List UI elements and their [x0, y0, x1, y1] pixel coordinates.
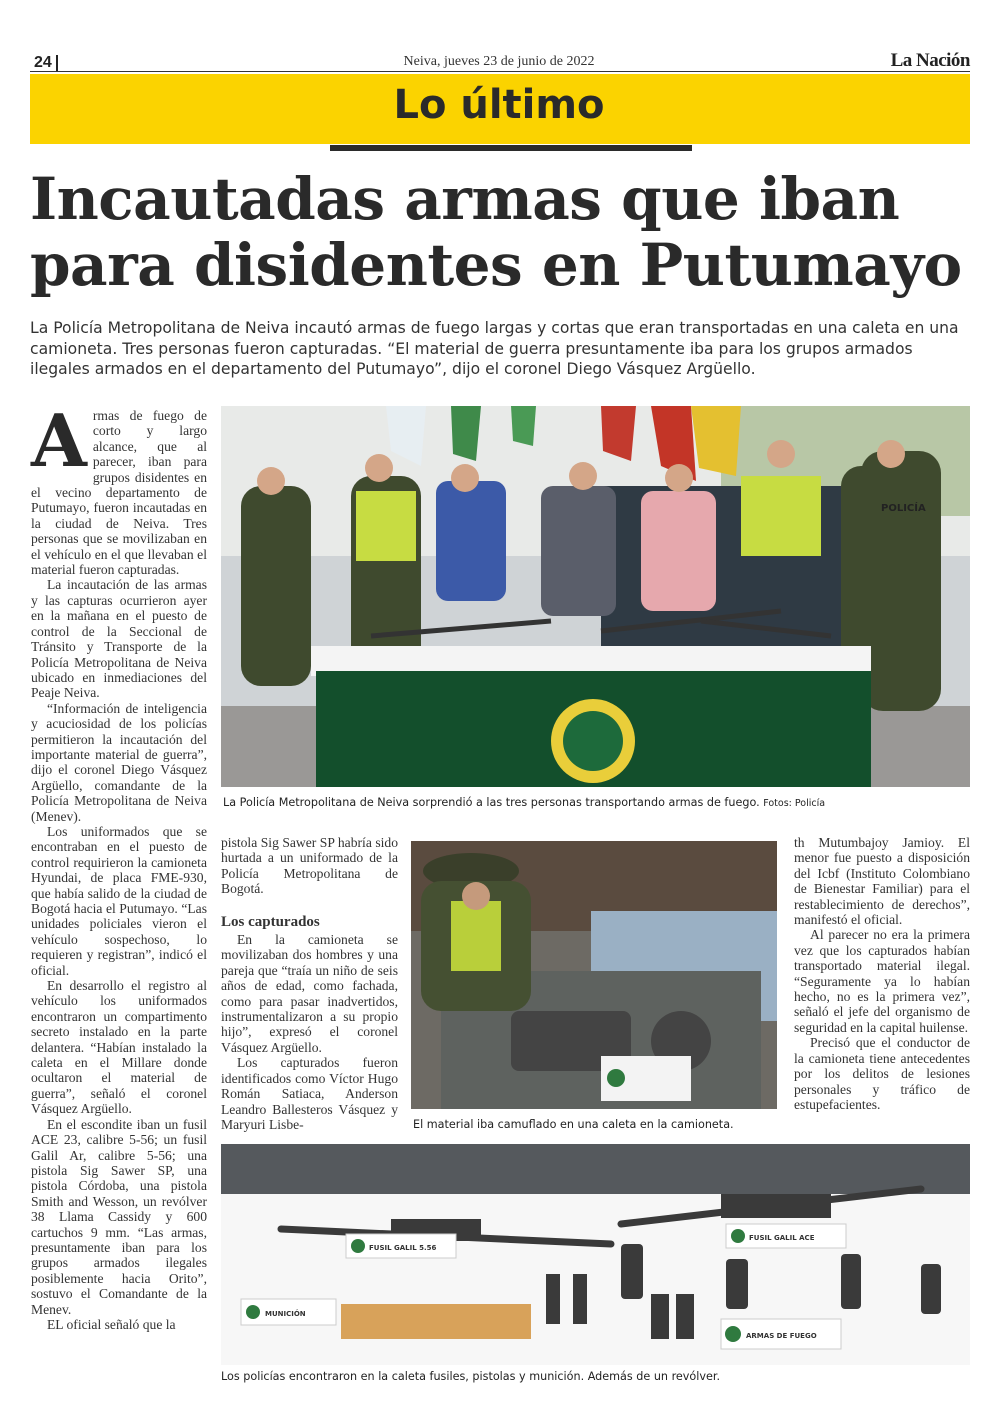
paragraph: Los uniformados que se encontraban en el puesto de control requirieron la camioneta Hyundai, de placa FME-930, que había salido de la ciudad de Bogotá hacia el Putumayo. “Las unidades policiales vieron el vehículo sospechoso, lo requieren y registran”, indicó el oficial.: [31, 823, 207, 978]
paragraph: En la camioneta se movilizaban dos hombres y una pareja que “traía un niño de seis años de edad, como fachada, como para pasar inadvertidos, instrumentalizaron a su propio hijo”, expresó el coronel Vásquez Argüello.: [221, 932, 398, 1055]
article-column-1: [31, 398, 207, 1332]
caption-bottom-photo: Los policías encontraron en la caleta fusiles, pistolas y munición. Además de un revólver.: [221, 1370, 721, 1383]
section-underline: [330, 145, 692, 151]
paragraph: rmas de fuego de corto y largo alcance, que al parecer, iban para grupos disidentes en el vecino departamento de Putumayo, fueron incautadas en la ciudad de Neiva. Tres personas que se movilizaban en el vehículo en el que llevaban el material fueron capturadas.: [31, 408, 207, 578]
article-column-2: [221, 835, 398, 1132]
label-ace: FUSIL GALIL ACE: [749, 1234, 815, 1242]
caption-engine-photo: El material iba camuflado en una caleta en la camioneta.: [413, 1118, 734, 1131]
paragraph: Al parecer no era la primera vez que los capturados habían transportado material ilegal. “Seguramente ya lo habían hecho, no es la primera vez”, señaló el jefe del organismo de seguridad en la capital huilense.: [794, 927, 970, 1035]
label-municion: MUNICIÓN: [265, 1310, 306, 1318]
caption-text: La Policía Metropolitana de Neiva sorprendió a las tres personas transportando armas de fuego.: [223, 796, 760, 809]
paragraph: “Información de inteligencia y acuciosidad de los policías permitieron la incautación del importante material de guerra”, dijo el coronel Diego Vásquez Argüello, comandante de la Policía Metropolitana de Neiva (Menev).: [31, 700, 207, 824]
vest-label: POLICÍA: [881, 503, 926, 514]
photo-main-press-conference: [221, 406, 970, 787]
paragraph: En desarrollo el registro al vehículo los uniformados encontraron un compartimento secreto instalado en la parte delantera. “Habían instalado la caleta en el Millare donde ocultaron el material de guerra”, señaló el coronel Vásquez Argüello.: [31, 978, 207, 1117]
page-number: 24: [34, 54, 52, 71]
label-galil: FUSIL GALIL 5.56: [369, 1244, 437, 1252]
paragraph: En el escondite iban un fusil ACE 23, calibre 5-56; un fusil Galil Ar, calibre 5-56; una pistola Sig Sawer SP, una pistola Córdoba, una pistola Smith and Wesson, un revólver 38 Llama Cassidy y 600 cartuchos 9 mm. “Las armas, presuntamente iban para los grupos armados ilegales posiblemente hacia Orito”, sostuvo el Comandante de la Menev.: [31, 1116, 207, 1317]
caption-main-photo: [223, 796, 968, 809]
photo-weapons-table: [221, 1144, 970, 1365]
headline: Incautadas armas que iban para disidentes en Putumayo: [30, 165, 962, 299]
paragraph: Los capturados fueron identificados como Víctor Hugo Román Satiaca, Anderson Leandro Ballesteros Vásquez y Maryuri Lisbe-: [221, 1055, 398, 1132]
paragraph: EL oficial señaló que la: [47, 1316, 176, 1332]
header-rule: [30, 71, 970, 72]
photo-credit: Fotos: Policía: [763, 798, 826, 809]
paragraph: pistola Sig Sawer SP habría sido hurtada a un uniformado de la Policía Metropolitana de Bogotá.: [221, 835, 398, 897]
subhead: Los capturados: [221, 913, 320, 930]
newspaper-logo: La Nación: [890, 50, 970, 71]
label-armas: ARMAS DE FUEGO: [746, 1332, 817, 1340]
article-column-3: [794, 835, 970, 1112]
paragraph: th Mutumbajoy Jamioy. El menor fue puesto a disposición del Icbf (Instituto Colombiano de Bienestar Familiar) para el restablecimiento de derechos”, manifestó el oficial.: [794, 835, 970, 928]
photo-engine-compartment: [411, 841, 777, 1109]
dateline: Neiva, jueves 23 de junio de 2022: [403, 54, 595, 69]
paragraph: Precisó que el conductor de la camioneta tiene antecedentes por los delitos de lesiones personales y tráfico de estupefacientes.: [794, 1035, 970, 1112]
drop-cap: A: [31, 398, 87, 483]
section-title: Lo último: [393, 82, 605, 128]
lead-paragraph: La Policía Metropolitana de Neiva incautó armas de fuego largas y cortas que eran transportadas en una caleta en una camioneta. Tres personas fueron capturadas. “El material de guerra presuntamente iba para los grupos armados ilegales armados en el departamento del Putumayo”, dijo el coronel Diego Vásquez Argüello.: [30, 319, 959, 378]
paragraph: La incautación de las armas y las capturas ocurrieron ayer en la mañana en el puesto de control de la Seccional de Tránsito y Transporte de la Policía Metropolitana de Neiva ubicado en inmediaciones del Peaje Neiva.: [31, 577, 207, 701]
